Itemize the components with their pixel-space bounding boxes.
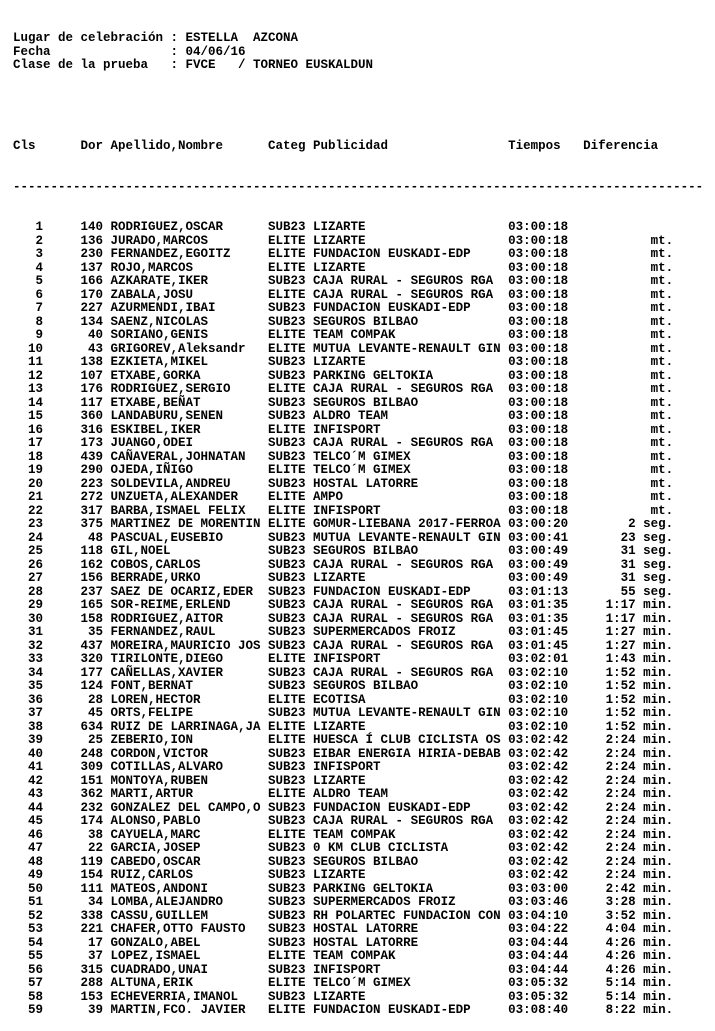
result-row: 42 151 MONTOYA,RUBEN SUB23 LIZARTE 03:02:42 2:24 min. <box>13 773 674 788</box>
result-row: 23 375 MARTINEZ DE MORENTIN ELITE GOMUR-LIEBANA 2017-FERROA 03:00:20 2 seg. <box>13 517 674 531</box>
result-row: 22 317 BARBA,ISMAEL FELIX ELITE INFISPORT 03:00:18 mt. <box>13 503 674 518</box>
result-row: 27 156 BERRADE,URKO SUB23 LIZARTE 03:00:49 31 seg. <box>13 571 674 585</box>
table-divider: -------------------------------------------------------------------------------------------- <box>13 179 704 194</box>
result-row: 39 25 ZEBERIO,ION ELITE HUESCA Í CLUB CICLISTA OS 03:02:42 2:24 min. <box>13 733 674 747</box>
result-row: 52 338 CASSU,GUILLEM SUB23 RH POLARTEC FUNDACION CON 03:04:10 3:52 min. <box>13 908 674 923</box>
results-table <box>13 221 715 1018</box>
meta-line: Clase de la prueba : FVCE / TORNEO EUSKALDUN <box>13 58 374 72</box>
result-row: 29 165 SOR-REIME,ERLEND SUB23 CAJA RURAL - SEGUROS RGA 03:01:35 1:17 min. <box>13 598 674 612</box>
result-row: 31 35 FERNANDEZ,RAUL SUB23 SUPERMERCADOS FROIZ 03:01:45 1:27 min. <box>13 625 674 639</box>
result-row: 41 309 COTILLAS,ALVARO SUB23 INFISPORT 03:02:42 2:24 min. <box>13 760 674 774</box>
result-row: 13 176 RODRIGUEZ,SERGIO ELITE CAJA RURAL - SEGUROS RGA 03:00:18 mt. <box>13 382 674 396</box>
result-row: 53 221 CHAFER,OTTO FAUSTO SUB23 HOSTAL LATORRE 03:04:22 4:04 min. <box>13 922 674 936</box>
result-row: 25 118 GIL,NOEL SUB23 SEGUROS BILBAO 03:00:49 31 seg. <box>13 544 674 558</box>
result-row: 55 37 LOPEZ,ISMAEL ELITE TEAM COMPAK 03:04:44 4:26 min. <box>13 949 674 963</box>
result-row: 35 124 FONT,BERNAT SUB23 SEGUROS BILBAO 03:02:10 1:52 min. <box>13 679 674 693</box>
result-row: 54 17 GONZALO,ABEL SUB23 HOSTAL LATORRE 03:04:44 4:26 min. <box>13 935 674 950</box>
result-row: 33 320 TIRILONTE,DIEGO ELITE INFISPORT 03:02:01 1:43 min. <box>13 652 674 666</box>
result-row: 1 140 RODRIGUEZ,OSCAR SUB23 LIZARTE 03:00:18 <box>13 220 674 234</box>
table-header-row: Cls Dor Apellido,Nombre Categ Publicidad Tiempos Diferencia <box>13 139 659 153</box>
result-row: 6 170 ZABALA,JOSU ELITE CAJA RURAL - SEGUROS RGA 03:00:18 mt. <box>13 287 674 302</box>
result-row: 45 174 ALONSO,PABLO SUB23 CAJA RURAL - SEGUROS RGA 03:02:42 2:24 min. <box>13 814 674 828</box>
result-row: 9 40 SORIANO,GENIS ELITE TEAM COMPAK 03:00:18 mt. <box>13 328 674 342</box>
result-row: 43 362 MARTI,ARTUR ELITE ALDRO TEAM 03:02:42 2:24 min. <box>13 787 674 801</box>
result-row: 24 48 PASCUAL,EUSEBIO SUB23 MUTUA LEVANTE-RENAULT GIN 03:00:41 23 seg. <box>13 530 674 545</box>
result-row: 50 111 MATEOS,ANDONI SUB23 PARKING GELTOKIA 03:03:00 2:42 min. <box>13 881 674 896</box>
result-row: 44 232 GONZALEZ DEL CAMPO,O SUB23 FUNDACION EUSKADI-EDP 03:02:42 2:24 min. <box>13 800 674 815</box>
result-row: 18 439 CAÑAVERAL,JOHNATAN SUB23 TELCO´M GIMEX 03:00:18 mt. <box>13 449 674 464</box>
result-row: 12 107 ETXABE,GORKA SUB23 PARKING GELTOKIA 03:00:18 mt. <box>13 368 674 383</box>
result-row: 5 166 AZKARATE,IKER SUB23 CAJA RURAL - SEGUROS RGA 03:00:18 mt. <box>13 274 674 288</box>
result-row: 51 34 LOMBA,ALEJANDRO SUB23 SUPERMERCADOS FROIZ 03:03:46 3:28 min. <box>13 895 674 909</box>
meta-line: Fecha : 04/06/16 <box>13 44 246 59</box>
result-row: 49 154 RUIZ,CARLOS SUB23 LIZARTE 03:02:42 2:24 min. <box>13 868 674 882</box>
result-row: 16 316 ESKIBEL,IKER ELITE INFISPORT 03:00:18 mt. <box>13 422 674 437</box>
result-row: 19 290 OJEDA,IÑIGO ELITE TELCO´M GIMEX 03:00:18 mt. <box>13 463 674 477</box>
result-row: 46 38 CAYUELA,MARC ELITE TEAM COMPAK 03:02:42 2:24 min. <box>13 827 674 842</box>
result-row: 7 227 AZURMENDI,IBAI SUB23 FUNDACION EUSKADI-EDP 03:00:18 mt. <box>13 301 674 315</box>
result-row: 15 360 LANDABURU,SENEN SUB23 ALDRO TEAM 03:00:18 mt. <box>13 409 674 423</box>
result-row: 21 272 UNZUETA,ALEXANDER ELITE AMPO 03:00:18 mt. <box>13 490 674 504</box>
result-row: 2 136 JURADO,MARCOS ELITE LIZARTE 03:00:18 mt. <box>13 233 674 248</box>
race-meta-block <box>13 32 715 73</box>
result-row: 58 153 ECHEVERRIA,IMANOL SUB23 LIZARTE 03:05:32 5:14 min. <box>13 989 674 1004</box>
result-row: 20 223 SOLDEVILA,ANDREU SUB23 HOSTAL LATORRE 03:00:18 mt. <box>13 476 674 491</box>
result-row: 8 134 SAENZ,NICOLAS SUB23 SEGUROS BILBAO 03:00:18 mt. <box>13 314 674 329</box>
result-row: 48 119 CABEDO,OSCAR SUB23 SEGUROS BILBAO 03:02:42 2:24 min. <box>13 854 674 869</box>
result-row: 14 117 ETXABE,BEÑAT SUB23 SEGUROS BILBAO 03:00:18 mt. <box>13 395 674 410</box>
result-row: 11 138 EZKIETA,MIKEL SUB23 LIZARTE 03:00:18 mt. <box>13 355 674 369</box>
result-row: 4 137 ROJO,MARCOS ELITE LIZARTE 03:00:18 mt. <box>13 260 674 275</box>
result-row: 28 237 SAEZ DE OCARIZ,EDER SUB23 FUNDACION EUSKADI-EDP 03:01:13 55 seg. <box>13 584 674 599</box>
result-row: 3 230 FERNANDEZ,EGOITZ ELITE FUNDACION EUSKADI-EDP 03:00:18 mt. <box>13 247 674 261</box>
result-row: 32 437 MOREIRA,MAURICIO JOS SUB23 CAJA RURAL - SEGUROS RGA 03:01:45 1:27 min. <box>13 638 674 653</box>
blank-line <box>13 100 715 114</box>
result-row: 59 39 MARTIN,FCO. JAVIER ELITE FUNDACION EUSKADI-EDP 03:08:40 8:22 min. <box>13 1003 674 1017</box>
result-row: 10 43 GRIGOREV,Aleksandr ELITE MUTUA LEVANTE-RENAULT GIN 03:00:18 mt. <box>13 341 674 356</box>
result-row: 47 22 GARCIA,JOSEP SUB23 0 KM CLUB CICLISTA 03:02:42 2:24 min. <box>13 841 674 855</box>
result-row: 36 28 LOREN,HECTOR ELITE ECOTISA 03:02:10 1:52 min. <box>13 692 674 707</box>
result-row: 17 173 JUANGO,ODEI SUB23 CAJA RURAL - SEGUROS RGA 03:00:18 mt. <box>13 436 674 450</box>
result-row: 40 248 CORDON,VICTOR SUB23 EIBAR ENERGIA HIRIA-DEBAB 03:02:42 2:24 min. <box>13 746 674 761</box>
result-row: 37 45 ORTS,FELIPE SUB23 MUTUA LEVANTE-RENAULT GIN 03:02:10 1:52 min. <box>13 706 674 720</box>
result-row: 38 634 RUIZ DE LARRINAGA,JA ELITE LIZARTE 03:02:10 1:52 min. <box>13 719 674 734</box>
result-row: 57 288 ALTUNA,ERIK ELITE TELCO´M GIMEX 03:05:32 5:14 min. <box>13 976 674 990</box>
result-row: 56 315 CUADRADO,UNAI SUB23 INFISPORT 03:04:44 4:26 min. <box>13 962 674 977</box>
result-row: 26 162 COBOS,CARLOS SUB23 CAJA RURAL - SEGUROS RGA 03:00:49 31 seg. <box>13 557 674 572</box>
result-row: 34 177 CAÑELLAS,XAVIER SUB23 CAJA RURAL - SEGUROS RGA 03:02:10 1:52 min. <box>13 665 674 680</box>
meta-line: Lugar de celebración : ESTELLA AZCONA <box>13 31 299 45</box>
result-row: 30 158 RODRIGUEZ,AITOR SUB23 CAJA RURAL - SEGUROS RGA 03:01:35 1:17 min. <box>13 611 674 626</box>
